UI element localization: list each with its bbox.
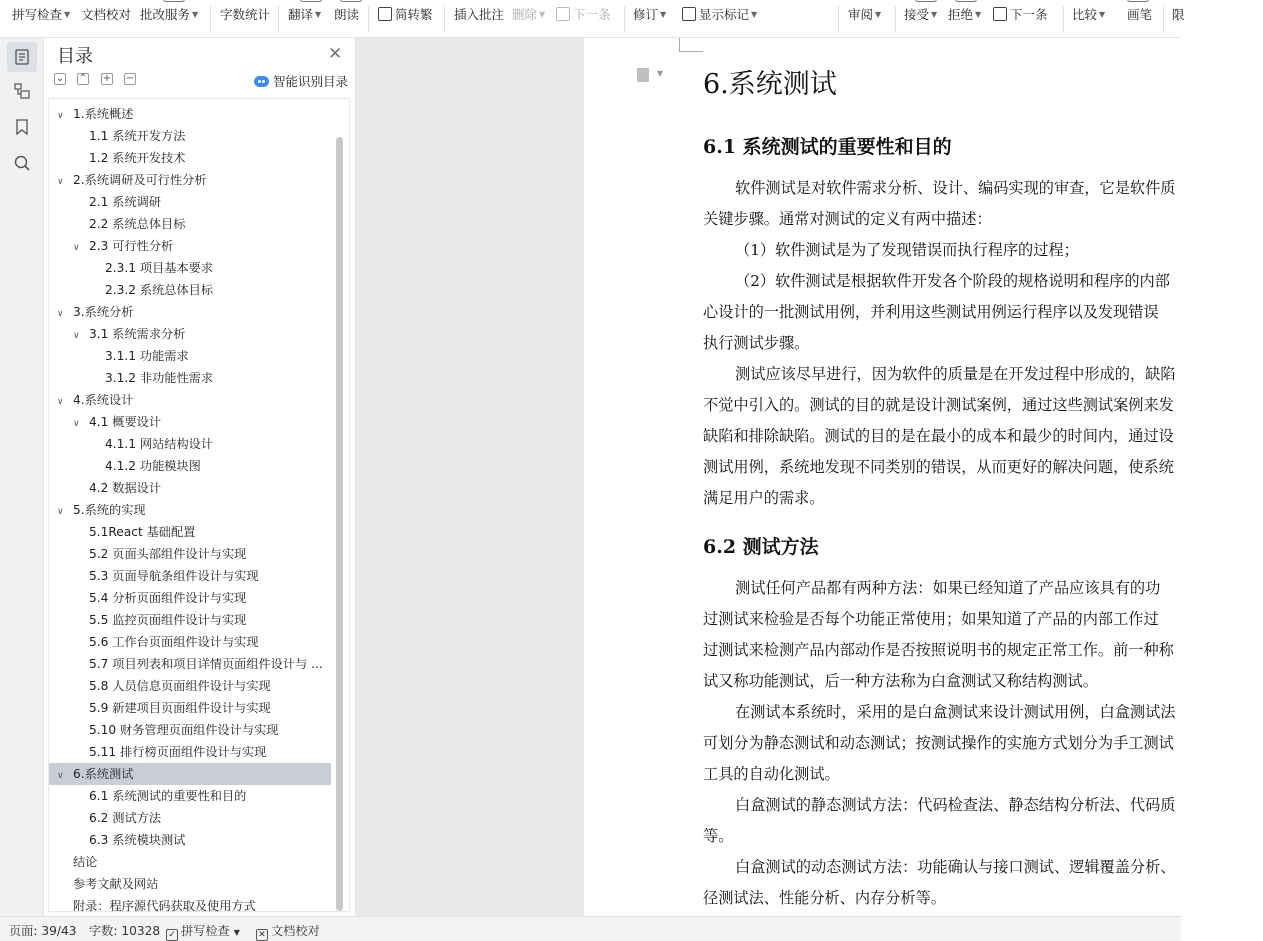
trad-simp-button[interactable]: 简转繁 (378, 5, 433, 25)
paragraph-line: 满足用户的需求。 (703, 489, 825, 507)
word-count-indicator[interactable]: 字数: 10328 (89, 924, 161, 938)
toc-item-label: 5.11 排行榜页面组件设计与实现 (89, 745, 267, 759)
toc-item-label: 结论 (73, 855, 98, 869)
expand-toggle-icon[interactable]: ∨ (57, 309, 64, 319)
toc-item-label: 5.3 页面导航条组件设计与实现 (89, 569, 259, 583)
robot-icon (254, 76, 269, 87)
toc-item[interactable] (49, 763, 331, 785)
toc-item[interactable] (49, 873, 331, 895)
paragraph-line: 白盒测试的动态测试方法：功能确认与接口测试、逻辑覆盖分析、 (735, 858, 1176, 876)
toc-item-label: 6.3 系统模块测试 (89, 833, 186, 847)
expand-toggle-icon[interactable]: ∨ (57, 177, 64, 187)
toc-list (48, 98, 350, 912)
icon-top-edge (955, 0, 977, 2)
status-spellcheck[interactable]: ✓ 拼写检查 ▼ (166, 922, 240, 941)
show-markup-icon (682, 7, 696, 21)
toc-item[interactable] (49, 521, 331, 543)
toc-item-label: 1.系统概述 (73, 107, 134, 121)
paragraph-line: 工具的自动化测试。 (703, 765, 840, 783)
toolbar-divider (368, 6, 369, 32)
next-comment-button[interactable]: 下一条 (556, 5, 611, 25)
paragraph-line: 测试用例，系统地发现不同类别的错误，从而更好的解决问题，使系统 (703, 458, 1174, 476)
toc-item-label: 6.系统测试 (73, 767, 134, 781)
paragraph-line: 测试任何产品都有两种方法：如果已经知道了产品应该具有的功 (735, 579, 1161, 597)
toc-item-label: 5.7 项目列表和项目详情页面组件设计与 ... (89, 657, 323, 671)
toc-item[interactable] (49, 301, 331, 323)
paragraph-line: 径测试法、性能分析、内存分析等。 (703, 889, 946, 907)
toc-item[interactable] (49, 697, 331, 719)
toc-item-label: 4.2 数据设计 (89, 481, 162, 495)
reject-button[interactable]: 拒绝 ▼ (948, 7, 982, 22)
expand-toggle-icon[interactable]: ∨ (73, 331, 80, 341)
paragraph-line: 试又称功能测试，后一种方法称为白盒测试又称结构测试。 (703, 672, 1098, 690)
toc-item[interactable] (49, 323, 331, 345)
expand-toggle-icon[interactable]: ∨ (73, 243, 80, 253)
paragraph-line: 在测试本系统时，采用的是白盒测试来设计测试用例，白盒测试法 (735, 703, 1176, 721)
toolbar-divider (1063, 6, 1064, 32)
spellcheck-button[interactable]: 拼写检查 ▼ (12, 7, 71, 22)
toc-item[interactable] (49, 587, 331, 609)
toc-item-label: 4.系统设计 (73, 393, 134, 407)
toc-item[interactable] (49, 213, 331, 235)
smart-toc-button[interactable]: 智能识别目录 (254, 72, 348, 90)
next-comment-icon (556, 7, 570, 21)
toolbar-divider (838, 6, 839, 32)
toc-item-label: 6.2 测试方法 (89, 811, 162, 825)
review-pane-button[interactable]: 审阅 ▼ (848, 7, 882, 22)
show-markup-button[interactable]: 显示标记 ▼ (682, 5, 757, 25)
expand-toggle-icon[interactable]: ∨ (73, 419, 80, 429)
toc-item[interactable] (49, 741, 331, 763)
icon-top-edge (163, 0, 185, 2)
add-heading-icon[interactable]: + (102, 73, 112, 84)
expand-toggle-icon[interactable]: ∨ (57, 397, 64, 407)
review-service-button[interactable]: 批改服务 ▼ (140, 7, 199, 22)
toc-item-label: 5.5 监控页面组件设计与实现 (89, 613, 247, 627)
expand-up-icon[interactable]: ⌃ (78, 73, 88, 84)
toolbar-divider (444, 6, 445, 32)
toc-item[interactable] (49, 125, 331, 147)
toc-item[interactable] (49, 257, 331, 279)
insert-comment-button[interactable]: 插入批注 (454, 7, 505, 22)
read-aloud-button[interactable]: 朗读 (334, 7, 360, 22)
toc-item[interactable] (49, 675, 331, 697)
page-margin-marker (679, 38, 703, 52)
bookmark-icon[interactable] (7, 112, 37, 142)
translate-button[interactable]: 翻译 ▼ (288, 7, 322, 22)
document-page[interactable] (584, 38, 1204, 916)
collapse-all-icon[interactable]: ⌄ (55, 73, 65, 84)
toc-item-label: 3.1.2 非功能性需求 (105, 371, 214, 385)
toc-item[interactable] (49, 477, 331, 499)
paragraph-line: 不觉中引入的。测试的目的就是设计测试案例，通过这些测试案例来发 (703, 396, 1174, 414)
toc-item[interactable] (49, 279, 331, 301)
chevron-down-icon[interactable]: ▼ (657, 69, 664, 78)
icon-top-edge (915, 0, 937, 2)
paragraph-menu-icon[interactable] (637, 68, 649, 82)
paragraph-line: 过测试来检测产品内部动作是否按照说明书的规定正常工作。前一种称 (703, 641, 1174, 659)
toc-item[interactable] (49, 235, 331, 257)
document-area (356, 38, 1181, 916)
toc-item-label: 3.1.1 功能需求 (105, 349, 189, 363)
toc-icon[interactable] (7, 42, 37, 72)
toolbar-divider (278, 6, 279, 32)
expand-toggle-icon[interactable]: ∨ (57, 771, 64, 781)
toolbar-divider (1163, 6, 1164, 32)
paragraph-line: 心设计的一批测试用例，并利用这些测试用例运行程序以及发现错误 (703, 303, 1159, 321)
delete-comment-button[interactable]: 删除 ▼ (512, 7, 546, 22)
pen-button[interactable]: 画笔 (1127, 7, 1153, 22)
toc-item[interactable] (49, 147, 331, 169)
toc-item[interactable] (49, 653, 331, 675)
toc-item-label: 3.1 系统需求分析 (89, 327, 186, 341)
toc-item-label: 3.系统分析 (73, 305, 134, 319)
toc-item[interactable] (49, 895, 331, 917)
revise-button[interactable]: 修订 ▼ (633, 7, 667, 22)
search-icon[interactable] (7, 148, 37, 178)
toc-item-label: 2.2 系统总体目标 (89, 217, 186, 231)
toc-item[interactable] (49, 785, 331, 807)
toc-item-label: 2.系统调研及可行性分析 (73, 173, 207, 187)
heading-1: 6.系统测试 (703, 69, 837, 100)
remove-heading-icon[interactable]: − (125, 73, 135, 84)
toc-item-label: 6.1 系统测试的重要性和目的 (89, 789, 247, 803)
paragraph-line: 等。 (703, 827, 734, 845)
paragraph-line: 测试应该尽早进行，因为软件的质量是在开发过程中形成的，缺陷 (735, 365, 1176, 383)
toc-item[interactable] (49, 367, 331, 389)
toc-item[interactable] (49, 609, 331, 631)
toc-item-label: 5.10 财务管理页面组件设计与实现 (89, 723, 279, 737)
paragraph-line: 软件测试是对软件需求分析、设计、编码实现的审查，它是软件质 (735, 179, 1176, 197)
paragraph-line: 缺陷和排除缺陷。测试的目的是在最小的成本和最少的时间内，通过设 (703, 427, 1174, 445)
paragraph-line: （2）软件测试是根据软件开发各个阶段的规格说明和程序的内部 (735, 272, 1170, 290)
next-change-icon (993, 7, 1007, 21)
restrict-button[interactable]: 限 (1172, 7, 1185, 22)
toc-item-label: 2.1 系统调研 (89, 195, 162, 209)
accept-button[interactable]: 接受 ▼ (904, 7, 938, 22)
toc-item-label: 附录：程序源代码获取及使用方式 (73, 899, 256, 913)
compare-button[interactable]: 比较 ▼ (1072, 7, 1106, 22)
status-proofread[interactable]: ✕ 文档校对 (256, 922, 320, 941)
toc-item-label: 参考文献及网站 (73, 877, 159, 891)
paragraph-line: 可划分为静态测试和动态测试；按测试操作的实施方式划分为手工测试 (703, 734, 1174, 752)
heading-2: 6.2 测试方法 (703, 536, 819, 558)
toc-item[interactable] (49, 411, 331, 433)
toc-item-label: 2.3 可行性分析 (89, 239, 174, 253)
toc-title: 目录 (57, 46, 93, 67)
toc-item-label: 4.1.2 功能模块图 (105, 459, 201, 473)
toc-item[interactable] (49, 389, 331, 411)
toc-item-label: 5.1React 基础配置 (89, 525, 196, 539)
toc-item-label: 1.1 系统开发方法 (89, 129, 186, 143)
toc-item-label: 1.2 系统开发技术 (89, 151, 186, 165)
icon-top-edge (340, 0, 362, 2)
icon-top-edge (1127, 0, 1149, 2)
toc-item[interactable] (49, 807, 331, 829)
paragraph-line: （1）软件测试是为了发现错误而执行程序的过程； (735, 241, 1079, 259)
next-change-button[interactable]: 下一条 (993, 5, 1048, 25)
toolbar-divider (210, 6, 211, 32)
status-bar (0, 916, 1181, 941)
toc-item[interactable] (49, 719, 331, 741)
toc-item[interactable] (49, 565, 331, 587)
toc-item[interactable] (49, 455, 331, 477)
toolbar-divider (624, 6, 625, 32)
paragraph-line: 过测试来检验是否每个功能正常使用；如果知道了产品的内部工作过 (703, 610, 1159, 628)
icon-top-edge (300, 0, 322, 2)
toc-item-label: 5.6 工作台页面组件设计与实现 (89, 635, 259, 649)
heading-2: 6.1 系统测试的重要性和目的 (703, 136, 952, 158)
word-count-button[interactable]: 字数统计 (220, 7, 271, 22)
toc-item-label: 5.4 分析页面组件设计与实现 (89, 591, 247, 605)
toc-scrollbar[interactable] (336, 137, 343, 911)
toc-item-label: 4.1.1 网站结构设计 (105, 437, 214, 451)
toc-item[interactable] (49, 543, 331, 565)
toc-item[interactable] (49, 499, 331, 521)
proofread-icon: ✕ (256, 929, 268, 941)
toc-item[interactable] (49, 433, 331, 455)
review-toolbar (0, 0, 1185, 38)
paragraph-line: 白盒测试的静态测试方法：代码检查法、静态结构分析法、代码质 (735, 796, 1176, 814)
doc-proof-button[interactable]: 文档校对 (81, 7, 132, 22)
page-indicator[interactable]: 页面: 39/43 (9, 924, 77, 938)
toc-item-label: 5.8 人员信息页面组件设计与实现 (89, 679, 271, 693)
toc-panel (44, 38, 356, 916)
close-icon[interactable]: ✕ (328, 44, 343, 64)
paragraph-line: 执行测试步骤。 (703, 334, 810, 352)
toc-item[interactable] (49, 103, 331, 125)
toc-item[interactable] (49, 169, 331, 191)
toc-item[interactable] (49, 829, 331, 851)
toc-item-label: 2.3.1 项目基本要求 (105, 261, 214, 275)
toc-item-label: 4.1 概要设计 (89, 415, 162, 429)
navigation-rail (0, 38, 44, 916)
toc-item[interactable] (49, 191, 331, 213)
trad-simp-icon (378, 7, 392, 21)
toc-item-label: 5.系统的实现 (73, 503, 146, 517)
expand-toggle-icon[interactable]: ∨ (57, 507, 64, 517)
toc-item[interactable] (49, 851, 331, 873)
navigation-icon[interactable] (7, 76, 37, 106)
toc-item-label: 5.2 页面头部组件设计与实现 (89, 547, 247, 561)
paragraph-line: 关键步骤。通常对测试的定义有两中描述： (703, 210, 992, 228)
toc-item[interactable] (49, 345, 331, 367)
toc-item-label: 2.3.2 系统总体目标 (105, 283, 214, 297)
toc-item[interactable] (49, 631, 331, 653)
expand-toggle-icon[interactable]: ∨ (57, 111, 64, 121)
check-icon: ✓ (166, 929, 178, 941)
toc-item-label: 5.9 新建项目页面组件设计与实现 (89, 701, 271, 715)
toolbar-divider (895, 6, 896, 32)
